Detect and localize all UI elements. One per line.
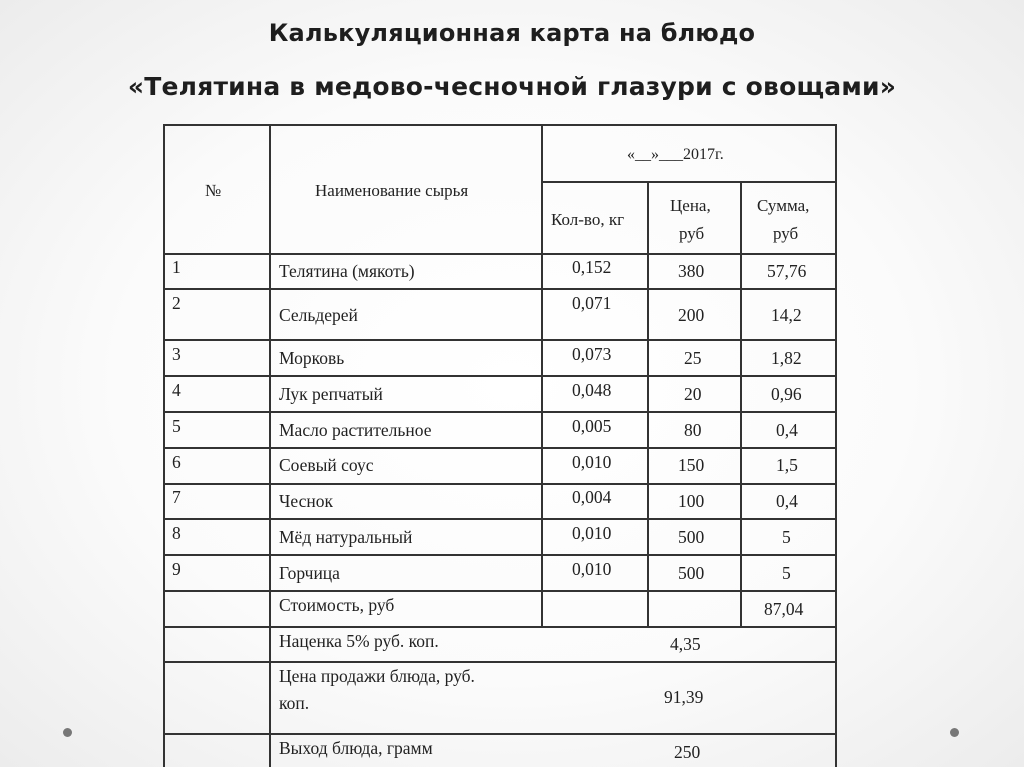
table-border [269, 124, 271, 767]
ingredient-name: Чеснок [279, 491, 333, 511]
ingredient-name: Телятина (мякоть) [279, 261, 415, 281]
prev-slide-dot[interactable] [63, 728, 72, 737]
ingredient-sum: 14,2 [771, 305, 802, 325]
next-slide-dot[interactable] [950, 728, 959, 737]
ingredient-qty: 0,010 [572, 452, 612, 472]
ingredient-name: Мёд натуральный [279, 527, 413, 547]
ingredient-price: 500 [678, 527, 705, 547]
ingredient-sum: 5 [782, 527, 791, 547]
header-name: Наименование сырья [315, 181, 469, 200]
ingredient-sum: 5 [782, 563, 791, 583]
row-number: 3 [172, 344, 181, 364]
ingredient-name: Сельдерей [279, 305, 358, 325]
table-border [163, 518, 836, 520]
table-border [835, 124, 837, 767]
row-number: 4 [172, 380, 181, 400]
ingredient-price: 20 [684, 384, 702, 404]
header-sum-line1: Сумма, [757, 196, 810, 215]
table-border [163, 375, 836, 377]
table-border [740, 181, 742, 626]
ingredient-qty: 0,010 [572, 523, 612, 543]
sale-price-value: 91,39 [664, 687, 704, 707]
ingredient-price: 500 [678, 563, 705, 583]
ingredient-qty: 0,010 [572, 559, 612, 579]
cost-label: Стоимость, руб [279, 595, 395, 615]
row-number: 6 [172, 452, 181, 472]
table-border [163, 288, 836, 290]
ingredient-sum: 0,96 [771, 384, 802, 404]
cost-value: 87,04 [764, 599, 804, 619]
ingredient-sum: 0,4 [776, 420, 798, 440]
ingredient-qty: 0,004 [572, 487, 612, 507]
ingredient-qty: 0,048 [572, 380, 612, 400]
ingredient-price: 200 [678, 305, 705, 325]
table-border [163, 733, 836, 735]
ingredient-qty: 0,005 [572, 416, 612, 436]
ingredient-name: Горчица [279, 563, 340, 583]
row-number: 5 [172, 416, 181, 436]
ingredient-sum: 1,82 [771, 348, 802, 368]
table-border [163, 661, 836, 663]
header-date: «__»___2017г. [627, 146, 724, 163]
table-border [163, 253, 836, 255]
row-number: 2 [172, 293, 181, 313]
yield-value: 250 [674, 742, 701, 762]
table-border [163, 411, 836, 413]
ingredient-price: 150 [678, 455, 705, 475]
ingredient-name: Масло растительное [279, 420, 432, 440]
markup-value: 4,35 [670, 634, 701, 654]
table-border [163, 590, 836, 592]
header-qty: Кол-во, кг [551, 210, 625, 229]
yield-label: Выход блюда, грамм [279, 738, 433, 758]
table-border [163, 124, 836, 126]
ingredient-price: 380 [678, 261, 705, 281]
header-sum-line2: руб [773, 224, 799, 243]
card-title: Калькуляционная карта на блюдо [268, 19, 756, 47]
dish-name: «Телятина в медово-чесночной глазури с овощами» [127, 72, 897, 101]
ingredient-qty: 0,152 [572, 257, 612, 277]
ingredient-sum: 1,5 [776, 455, 798, 475]
ingredient-qty: 0,073 [572, 344, 612, 364]
markup-label: Наценка 5% руб. коп. [279, 631, 439, 651]
ingredient-sum: 57,76 [767, 261, 807, 281]
ingredient-price: 80 [684, 420, 702, 440]
table-border [163, 339, 836, 341]
header-price-line1: Цена, [670, 196, 711, 215]
ingredient-name: Морковь [279, 348, 345, 368]
row-number: 7 [172, 487, 181, 507]
row-number: 1 [172, 257, 181, 277]
table-border [163, 626, 836, 628]
table-border [163, 447, 836, 449]
table-border [647, 181, 649, 626]
ingredient-qty: 0,071 [572, 293, 612, 313]
ingredient-price: 25 [684, 348, 702, 368]
ingredient-name: Соевый соус [279, 455, 374, 475]
row-number: 9 [172, 559, 181, 579]
ingredient-price: 100 [678, 491, 705, 511]
sale-price-label-line1: Цена продажи блюда, руб. [279, 666, 475, 686]
table-border [163, 554, 836, 556]
row-number: 8 [172, 523, 181, 543]
table-border [541, 124, 543, 626]
header-price-line2: руб [679, 224, 705, 243]
ingredient-sum: 0,4 [776, 491, 798, 511]
header-number: № [205, 181, 222, 200]
table-border [163, 483, 836, 485]
ingredient-name: Лук репчатый [279, 384, 383, 404]
table-border [163, 124, 165, 767]
table-border [541, 181, 836, 183]
sale-price-label-line2: коп. [279, 693, 310, 713]
